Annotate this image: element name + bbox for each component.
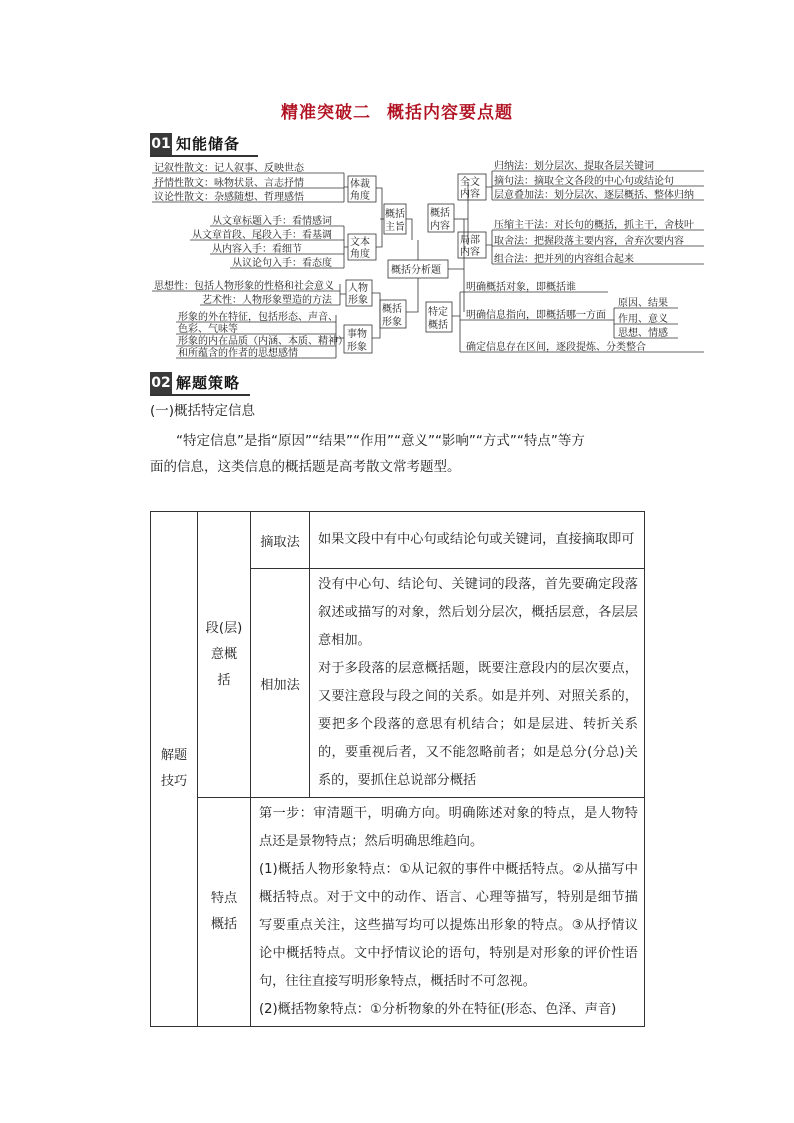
section-label: 知能储备 [176, 135, 241, 153]
diagram-label: 从文章首段、尾段入手：看基调 [192, 230, 332, 241]
subheading: (一)概括特定信息 [150, 403, 256, 419]
diagram-label: 艺术性：人物形象塑造的方法 [202, 295, 332, 306]
xiangjia-label: 相加法 [251, 569, 310, 798]
diagram-label: 摘句法：摘取全文各段的中心句或结论句 [494, 176, 674, 187]
diagram-box-label: 形象 [347, 342, 367, 353]
diagram-box-label: 内容 [460, 247, 480, 258]
diagram-label: 从文章标题入手：看情感词 [212, 216, 332, 227]
section-number: 01 [150, 133, 172, 155]
tedian-paragraph: (1)概括人物形象特点：①从记叙的事件中概括特点。②从描写中概括特点。对于文中的动作、语言、心理等描写，特别是细节描写要重点关注，这些描写均可以提炼出形象的特点。③从抒情议论中概括特点。文中抒情议论的语句，特别是对形象的评价性语句，往往直接写明形象特点，概括时不可忽视。 [259, 862, 638, 989]
table-row-header: 解题 技巧 [151, 512, 198, 1027]
diagram-box-label: 概括 [428, 320, 448, 331]
zhaiqu-text: 如果文段中有中心句或结论句或关键词，直接摘取即可 [310, 512, 645, 569]
intro-paragraph [150, 428, 670, 480]
diagram-label: 明确概括对象，即概括谁 [466, 282, 576, 293]
diagram-label: 取舍法：把握段落主要内容，舍弃次要内容 [494, 236, 684, 247]
mind-map-diagram [148, 160, 708, 370]
diagram-label: 形象的外在特征，包括形态、声音、 [178, 312, 338, 323]
diagram-label: 思想、情感 [618, 328, 668, 339]
diagram-box-label: 全文 [460, 177, 480, 188]
diagram-label: 组合法：把并列的内容组合起来 [494, 254, 634, 265]
diagram-label: 记叙性散文：记人叙事、反映世态 [154, 163, 304, 174]
diagram-label: 明确信息指向，即概括哪一方面 [466, 310, 606, 321]
diagram-box-label: 形象 [348, 295, 368, 306]
diagram-label: 从内容入手：看细节 [212, 244, 302, 255]
diagram-label: 归纳法：划分层次、提取各层关键词 [494, 161, 654, 172]
diagram-box-label: 概括 [385, 209, 405, 220]
diagram-label: 色彩、气味等 [178, 324, 238, 335]
diagram-label: 压缩主干法：对长句的概括，抓主干，舍枝叶 [494, 220, 694, 231]
diagram-label: 思想性：包括人物形象的性格和社会意义 [154, 281, 334, 292]
xiangjia-text [310, 569, 645, 798]
diagram-label: 形象的内在品质（内涵、本质、精神） [178, 336, 348, 347]
section-heading-strategy [150, 372, 645, 394]
diagram-box-label: 体裁 [350, 179, 370, 190]
diagram-label: 作用、意义 [618, 314, 668, 325]
intro-line: 面的信息，这类信息的概括题是高考散文常考题型。 [150, 459, 461, 475]
diagram-box-label: 事物 [347, 329, 367, 340]
diagram-label: 从议论句入手：看态度 [232, 258, 332, 269]
diagram-label: 议论性散文：杂感随想、哲理感悟 [154, 192, 304, 203]
diagram-label: 原因、结果 [618, 298, 668, 309]
tedian-paragraph: (2)概括物象特点：①分析物象的外在特征(形态、色泽、声音) [259, 1002, 617, 1017]
page-title: 精准突破二 概括内容要点题 [281, 103, 513, 123]
diagram-label: 确定信息存在区间，逐段提炼、分类整合 [466, 342, 646, 353]
diagram-label: 层意叠加法：划分层次、逐层概括、整体归纳 [494, 190, 694, 201]
zhaiqu-label: 摘取法 [251, 512, 310, 569]
strategy-table [150, 511, 645, 1027]
diagram-box-label: 特定 [428, 307, 448, 318]
diagram-label: 抒情性散文：咏物状景、言志抒情 [154, 178, 304, 189]
section-rule [150, 155, 258, 157]
section-number: 02 [150, 372, 172, 394]
intro-line: “特定信息”是指“原因”“结果”“作用”“意义”“影响”“方式”“特点”等方 [176, 433, 585, 449]
diagram-label: 和所蕴含的作者的思想感情 [178, 348, 298, 359]
diagram-box-label: 概括 [430, 208, 450, 219]
tedian-paragraph: 第一步：审清题干，明确方向。明确陈述对象的特点，是人物特点还是景物特点；然后明确思维趋向。 [259, 806, 638, 849]
xiangjia-paragraph: 对于多段落的层意概括题，既要注意段内的层次要点，又要注意段与段之间的关系。如是并列、对照关系的，要把多个段落的意思有机结合；如是层进、转折关系的，要重视后者，又不能忽略前者；如是总分(分总)关系的，要抓住总说部分概括 [318, 661, 638, 788]
diagram-box-label: 文本 [350, 237, 370, 248]
diagram-box-label: 角度 [350, 249, 370, 260]
section-label: 解题策略 [176, 374, 241, 392]
section-heading-knowledge [150, 133, 645, 155]
diagram-box-label: 内容 [430, 221, 450, 232]
diagram-box-label: 主旨 [385, 222, 405, 233]
diagram-box-label: 内容 [460, 189, 480, 200]
xiangjia-paragraph: 没有中心句、结论句、关键词的段落，首先要确定段落叙述或描写的对象，然后划分层次，概括层意，各层层意相加。 [318, 577, 638, 648]
diagram-box-label: 局部 [460, 235, 480, 246]
diagram-box-label: 角度 [350, 191, 370, 202]
tedian-text [251, 798, 645, 1027]
tedian-label: 特点 概括 [198, 798, 251, 1027]
diagram-box-label: 人物 [348, 283, 368, 294]
diagram-center-label: 概括分析题 [391, 265, 441, 276]
section-rule [150, 394, 250, 396]
diagram-box-label: 概括 [382, 304, 402, 315]
diagram-box-label: 形象 [382, 317, 402, 328]
segment-label: 段(层) 意概 括 [198, 512, 251, 798]
